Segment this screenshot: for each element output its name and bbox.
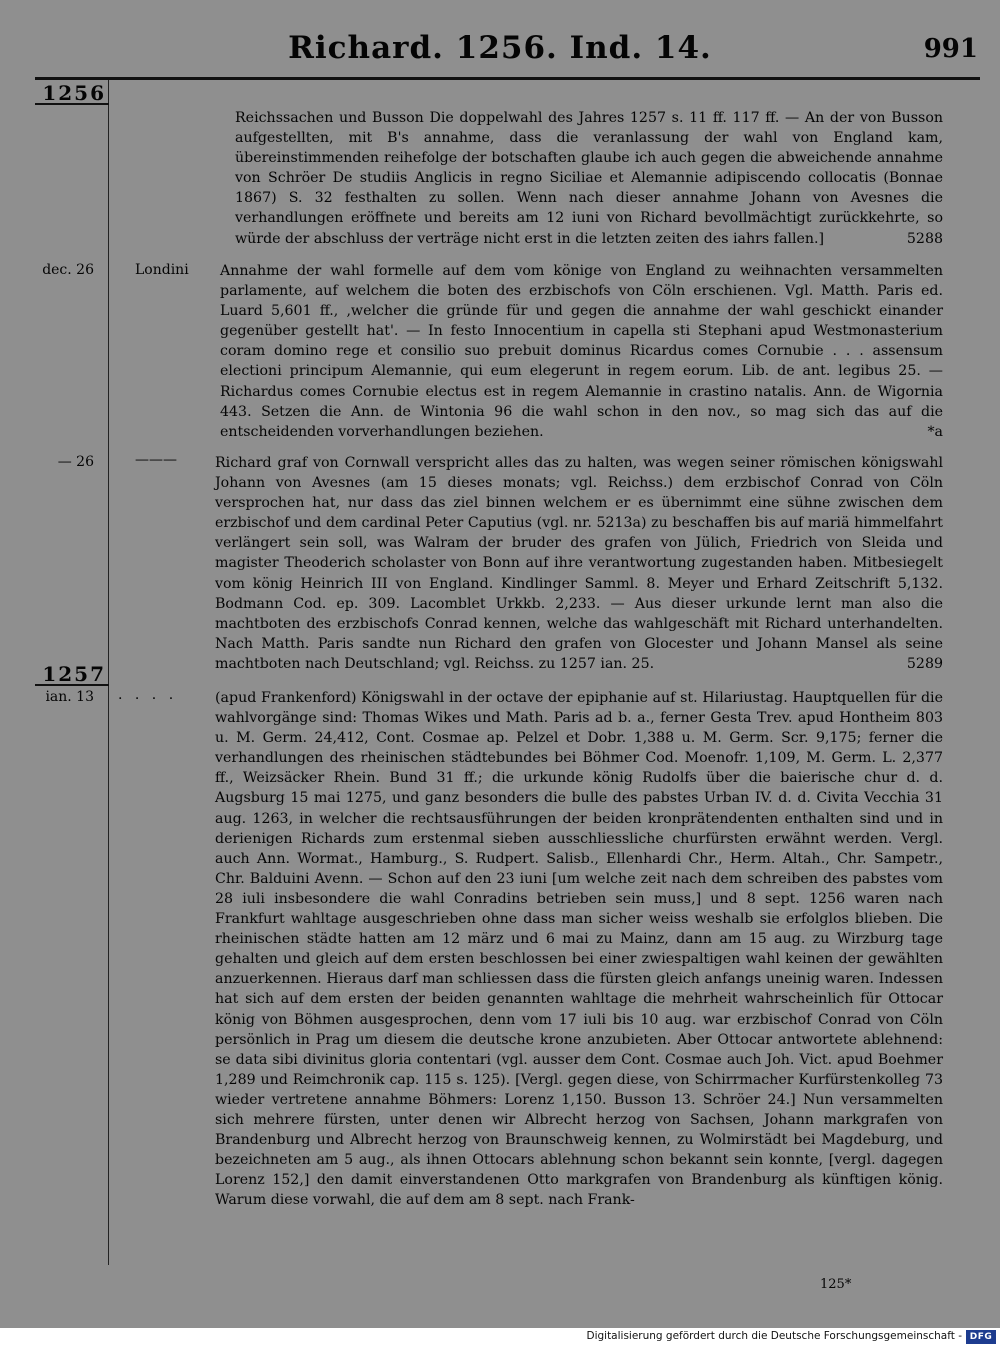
- page-title: Richard. 1256. Ind. 14.: [288, 30, 712, 66]
- entry-text: Annahme der wahl formelle auf dem vom könige von England zu weihnachten versammelten parlamente, auf welchem die boten des erzbischofs von Cöln erschienen. Vgl. Matth. Paris ed. Luard 5,601 ff., ‚welcher die gründe für und gegen die annahme der wahl geschickt einander gegenüber gestellt hat'. — In festo Innocentium in capella sti Stephani apud Westmonasterium coram domino rege et consilio suo prebuit dominus Ricardus comes Cornubie . . . assensum electioni principum Alemannie, qui eum elegerunt in regem eorum. Lib. de ant. legibus 25. — Richardus comes Cornubie electus est in regem Alemannie in crastino natalis. Ann. de Wigornia 443. Setzen die Ann. de Wintonia 96 die wahl schon in den nov., so mag sich das auf die entscheidenden vorverhandlungen beziehen.: [220, 263, 943, 440]
- entry-5289: [215, 453, 943, 674]
- page-number: 991: [923, 34, 978, 64]
- entry-text: Richard graf von Cornwall verspricht alles das zu halten, was wegen seiner römischen königswahl Johann von Avesnes (am 15 dieses monats; vgl. Reichss.) dem erzbischof Conrad von Cöln versprochen hat, nur dass das ziel binnen welchem er es übernimmt eine sühne zwischen dem erzbischof und dem cardinal Peter Caputius (vgl. nr. 5213a) zu beschaffen bis auf mariä himmelfahrt verlängert sein soll, was Walram der bruder des grafen von Jülich, Friedrich von Sleida und magister Theoderich scholaster von Bonn auf ihre verantwortung zugestanden haben. Mitbesiegelt vom könig Heinrich III von England. Kindlinger Samml. 8. Meyer und Erhard Zeitschrift 5,132. Bodmann Cod. ep. 309. Lacomblet Urkkb. 2,233. — Aus dieser urkunde lernt man also die machtboten des erzbischofs Conrad kennen, welche das wahlgeschäft mit Richard unterhandelten. Nach Matth. Paris sandte nun Richard den grafen von Glocester und Johann Mansel als seine machtboten nach Deutschland; vgl. Reichss. zu 1257 ian. 25.: [215, 455, 943, 672]
- entry-date: — 26: [57, 454, 94, 470]
- year-underline: [35, 103, 109, 105]
- entry-number: 5289: [906, 655, 943, 672]
- footer: [0, 1328, 1000, 1346]
- entry-text: (apud Frankenford) Königswahl in der octave der epiphanie auf st. Hilariustag. Hauptquellen für die wahlvorgänge sind: Thomas Wikes und Math. Paris ad b. a., ferner Gesta Trev. apud Hontheim 803 u. M. Germ. 24,412, Cont. Cosmae ap. Pelzel et Dobr. 1,388 u. M. Germ. Scr. 9,175; ferner die verhandlungen des rheinischen städtebundes bei Böhmer Cod. Moenofr. 1,109, M. Germ. L. 2,377 ff., Weizsäcker Rhein. Bund 31 ff.; die urkunde könig Rudolfs über die baierische chur d. d. Augsburg 15 mai 1275, und ganz besonders die bulle des pabstes Urban IV. d. d. Civita Vecchia 31 aug. 1263, in welcher die rechtsausführungen der beiden kronprätendenten enthalten sind und in derienigen Richards zum erstenmal sieben ausschliessliche churfürsten erwähnt werden. Vergl. auch Ann. Wormat., Hamburg., S. Rudpert. Salisb., Ellenhardi Chr., Herm. Altah., Chr. Sampetr., Chr. Balduini Avenn. — Schon auf den 23 iuni [um welche zeit nach dem schreiben des pabstes vom 28 iuli insbesondere die wahl Conradins betrieben sein muss,] und 8 sept. 1256 waren nach Frankfurt wahltage ausgeschrieben ohne dass man sicher weiss weshalb sie erfolglos blieben. Die rheinischen städte hatten am 12 märz und 6 mai zu Mainz, dann am 15 aug. zu Wirzburg tage gehalten und gleich auf dem ersten beschlossen bei einer zwiespaltigen wahl keinen der gewählten anzuerkennen. Hieraus darf man schliessen dass die fürsten gleich anfangs uneinig waren. Indessen hat sich auf dem ersten der beiden genannten wahltage die mehrheit wahrscheinlich für Ottocar könig von Böhmen ausgesprochen, denn vom 17 iuli bis 10 aug. war erzbischof Conrad von Cöln persönlich in Prag um diesem die deutsche krone anzubieten. Aber Ottocar antwortete ablehnend: se data sibi divinitus gloria contentari (vgl. ausser dem Cont. Cosmae auch Joh. Vict. apud Boehmer 1,289 und Reimchronik cap. 115 s. 125). [Vergl. gegen diese, von Schirrmacher Kurfürstenkolleg 73 wieder vertretene annahme Böhmers: Lorenz 1,150. Busson 13. Schröer 24.] Nun versammelten sich mehrere fürsten, unter denen wir Albrecht herzog von Sachsen, Johann markgrafen von Brandenburg und Albrecht herzog von Braunschweig kennen, zu Wolmirstädt bei Magdeburg, und bezeichneten am 5 aug., als ihnen Ottocars ablehnung schon bekannt sein konnte, [vergl. dagegen Lorenz 152,] den damit einverstandenen Otto markgrafen von Brandenburg als künftigen könig. Warum diese vorwahl, die auf dem am 8 sept. nach Frank-: [215, 690, 943, 1209]
- signature-mark: 125*: [820, 1277, 852, 1292]
- entry-place: . . . .: [118, 687, 178, 703]
- entry-5288: [235, 108, 943, 249]
- column-rule: [108, 80, 109, 1265]
- entry-number: *a: [927, 423, 943, 440]
- dfg-logo: DFG: [966, 1330, 996, 1344]
- entry-place: Londini: [135, 262, 189, 278]
- entry-date: dec. 26: [42, 262, 94, 278]
- entry-star-a: [220, 261, 943, 442]
- year-heading-1256: 1256: [42, 81, 106, 105]
- entry-text: Reichssachen und Busson Die doppelwahl des Jahres 1257 s. 11 ff. 117 ff. — An der von Busson aufgestellten, mit B's annahme, dass die veranlassung der wahl von England kam, übereinstimmenden reihefolge der botschaften glaube ich auch gegen die abweichende annahme von Schröer De studiis Anglicis in regno Siciliae et Alemannie adipiscendo collocatis (Bonnae 1867) S. 32 festhalten zu sollen. Wenn nach dieser annahme Johann von Avesnes die verhandlungen eröffnete und bereits am 12 iuni von Richard bevollmächtigt zurückkehrte, so würde der abschluss der verträge nicht erst in die letzten zeiten des iahrs fallen.]: [235, 110, 943, 247]
- year-underline: [35, 684, 109, 686]
- entry-koenigswahl: [215, 688, 943, 1210]
- entry-number: 5288: [906, 230, 943, 247]
- footer-credit: Digitalisierung gefördert durch die Deutsche Forschungsgemeinschaft -: [586, 1330, 962, 1342]
- entry-date: ian. 13: [45, 689, 94, 705]
- entry-place: ———: [135, 452, 177, 468]
- header-rule: [35, 77, 980, 80]
- year-heading-1257: 1257: [42, 662, 106, 686]
